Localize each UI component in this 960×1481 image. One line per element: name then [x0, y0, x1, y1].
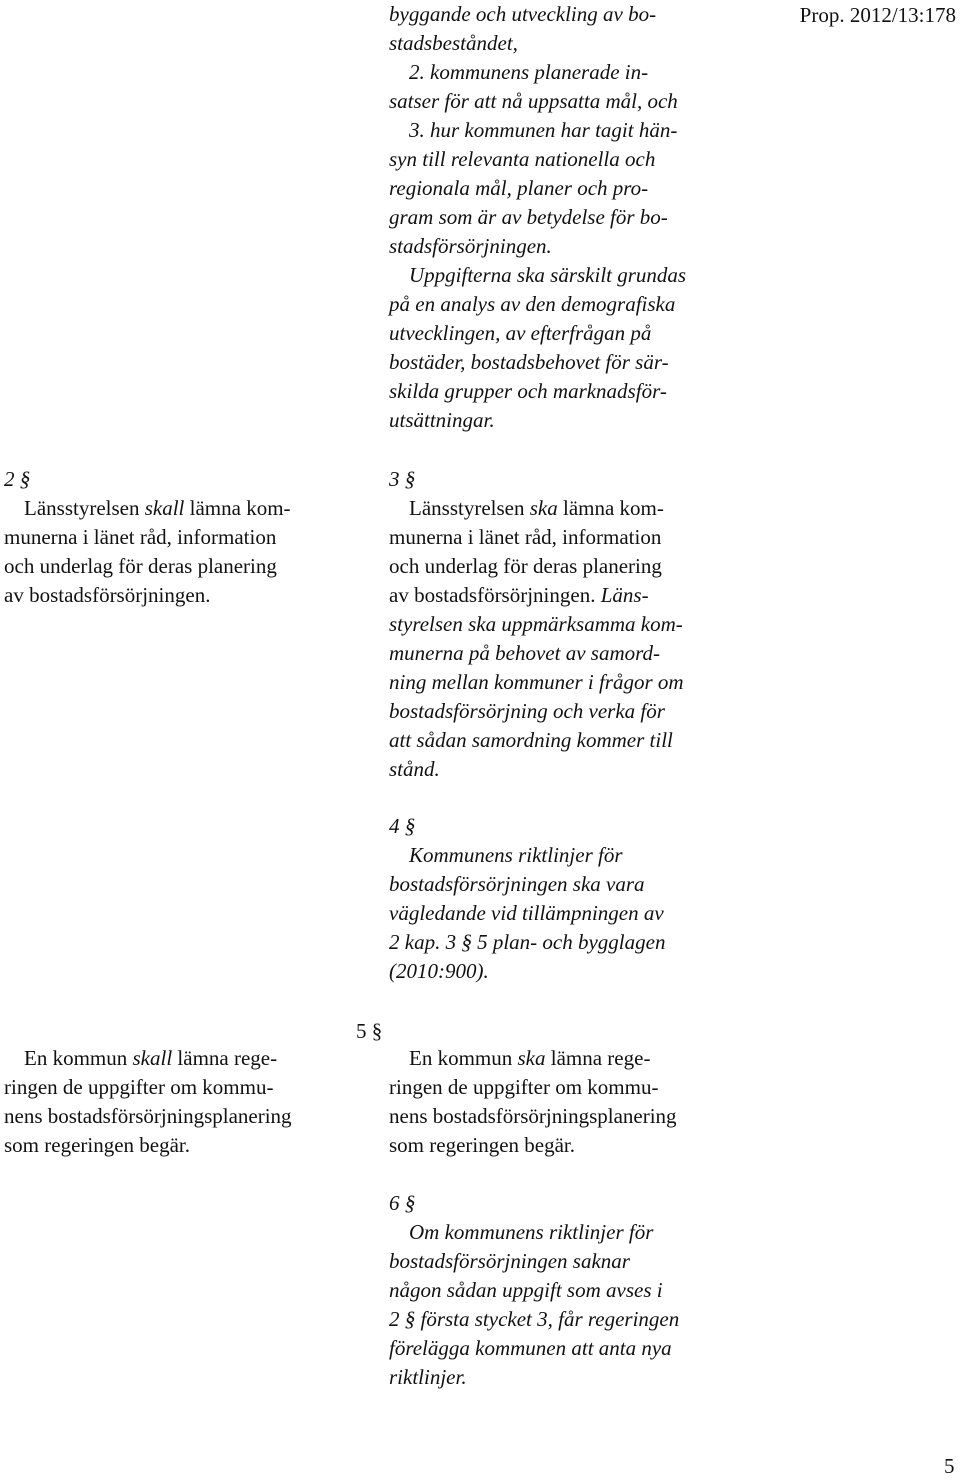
section-heading: 6 §	[389, 1191, 416, 1215]
text-span: av bostadsförsörjningen.	[389, 583, 601, 607]
text-line: stadsförsörjningen.	[389, 234, 552, 258]
text-line: vägledande vid tillämpningen av	[389, 901, 664, 925]
text-line: ringen de uppgifter om kommu-	[389, 1075, 659, 1099]
text-line: (2010:900).	[389, 959, 489, 983]
emphasis-span: ska	[517, 1046, 546, 1070]
text-line: av bostadsförsörjningen.	[4, 583, 211, 607]
text-line: styrelsen ska uppmärksamma kom-	[389, 612, 683, 636]
text-line: att sådan samordning kommer till	[389, 728, 673, 752]
emphasis-span: skall	[132, 1046, 173, 1070]
text-span: Länsstyrelsen	[409, 496, 530, 520]
right-section-3	[389, 465, 744, 784]
section-heading: 3 §	[389, 467, 416, 491]
text-line: satser för att nå uppsatta mål, och	[389, 89, 678, 113]
page-number: 5	[944, 1454, 955, 1478]
text-line: bostadsförsörjning och verka för	[389, 699, 665, 723]
text-line: regionala mål, planer och pro-	[389, 176, 649, 200]
text-line: nens bostadsförsörjningsplanering	[4, 1104, 292, 1128]
text-line	[4, 494, 356, 523]
text-span: En kommun	[24, 1046, 133, 1070]
text-line: ringen de uppgifter om kommu-	[4, 1075, 274, 1099]
right-continuation-text	[389, 0, 744, 435]
text-span: lämna rege-	[172, 1046, 278, 1070]
left-section-5	[4, 1044, 356, 1160]
text-line: Kommunens riktlinjer för	[409, 843, 623, 867]
text-line: syn till relevanta nationella och	[389, 147, 656, 171]
text-line: munerna på behovet av samord-	[389, 641, 661, 665]
text-line	[389, 581, 744, 610]
text-line: någon sådan uppgift som avses i	[389, 1278, 663, 1302]
text-span: En kommun	[409, 1046, 518, 1070]
text-line: som regeringen begär.	[389, 1133, 576, 1157]
text-line: Om kommunens riktlinjer för	[409, 1220, 654, 1244]
text-line: bostäder, bostadsbehovet för sär-	[389, 350, 669, 374]
text-line: munerna i länet råd, information	[389, 525, 662, 549]
text-line: 3. hur kommunen har tagit hän-	[409, 118, 678, 142]
text-line	[4, 1044, 356, 1073]
text-line: och underlag för deras planering	[389, 554, 662, 578]
text-line: nens bostadsförsörjningsplanering	[389, 1104, 677, 1128]
text-line: 2 § första stycket 3, får regeringen	[389, 1307, 680, 1331]
right-section-6	[389, 1189, 744, 1392]
text-line: som regeringen begär.	[4, 1133, 191, 1157]
text-line: skilda grupper och marknadsför-	[389, 379, 667, 403]
text-span: lämna rege-	[545, 1046, 651, 1070]
left-section-2	[4, 465, 356, 610]
right-section-5	[389, 1044, 744, 1160]
text-line: bostadsförsörjningen saknar	[389, 1249, 630, 1273]
text-line: utvecklingen, av efterfrågan på	[389, 321, 652, 345]
section-heading: 2 §	[4, 467, 31, 491]
text-line	[389, 494, 744, 523]
document-reference: Prop. 2012/13:178	[799, 3, 956, 27]
text-line: bostadsförsörjningen ska vara	[389, 872, 645, 896]
text-line: stadsbeståndet,	[389, 31, 518, 55]
text-line: 2. kommunens planerade in-	[409, 60, 649, 84]
emphasis-span: skall	[144, 496, 185, 520]
text-line: utsättningar.	[389, 408, 495, 432]
text-line: förelägga kommunen att anta nya	[389, 1336, 672, 1360]
emphasis-span: ska	[529, 496, 558, 520]
text-line: munerna i länet råd, information	[4, 525, 277, 549]
text-span: lämna kom-	[557, 496, 664, 520]
text-line: på en analys av den demografiska	[389, 292, 676, 316]
text-line: riktlinjer.	[389, 1365, 467, 1389]
text-line: stånd.	[389, 757, 440, 781]
text-line: ning mellan kommuner i frågor om	[389, 670, 684, 694]
text-span: Länsstyrelsen	[24, 496, 145, 520]
text-line: och underlag för deras planering	[4, 554, 277, 578]
text-line: gram som är av betydelse för bo-	[389, 205, 668, 229]
text-line: Uppgifterna ska särskilt grundas	[409, 263, 687, 287]
right-section-4	[389, 812, 744, 986]
text-line: byggande och utveckling av bo-	[389, 2, 657, 26]
section-heading: 4 §	[389, 814, 416, 838]
text-line	[389, 1044, 744, 1073]
section-5-heading: 5 §	[356, 1019, 383, 1043]
emphasis-span: Läns-	[600, 583, 649, 607]
text-line: 2 kap. 3 § 5 plan- och bygglagen	[389, 930, 666, 954]
text-span: lämna kom-	[184, 496, 291, 520]
